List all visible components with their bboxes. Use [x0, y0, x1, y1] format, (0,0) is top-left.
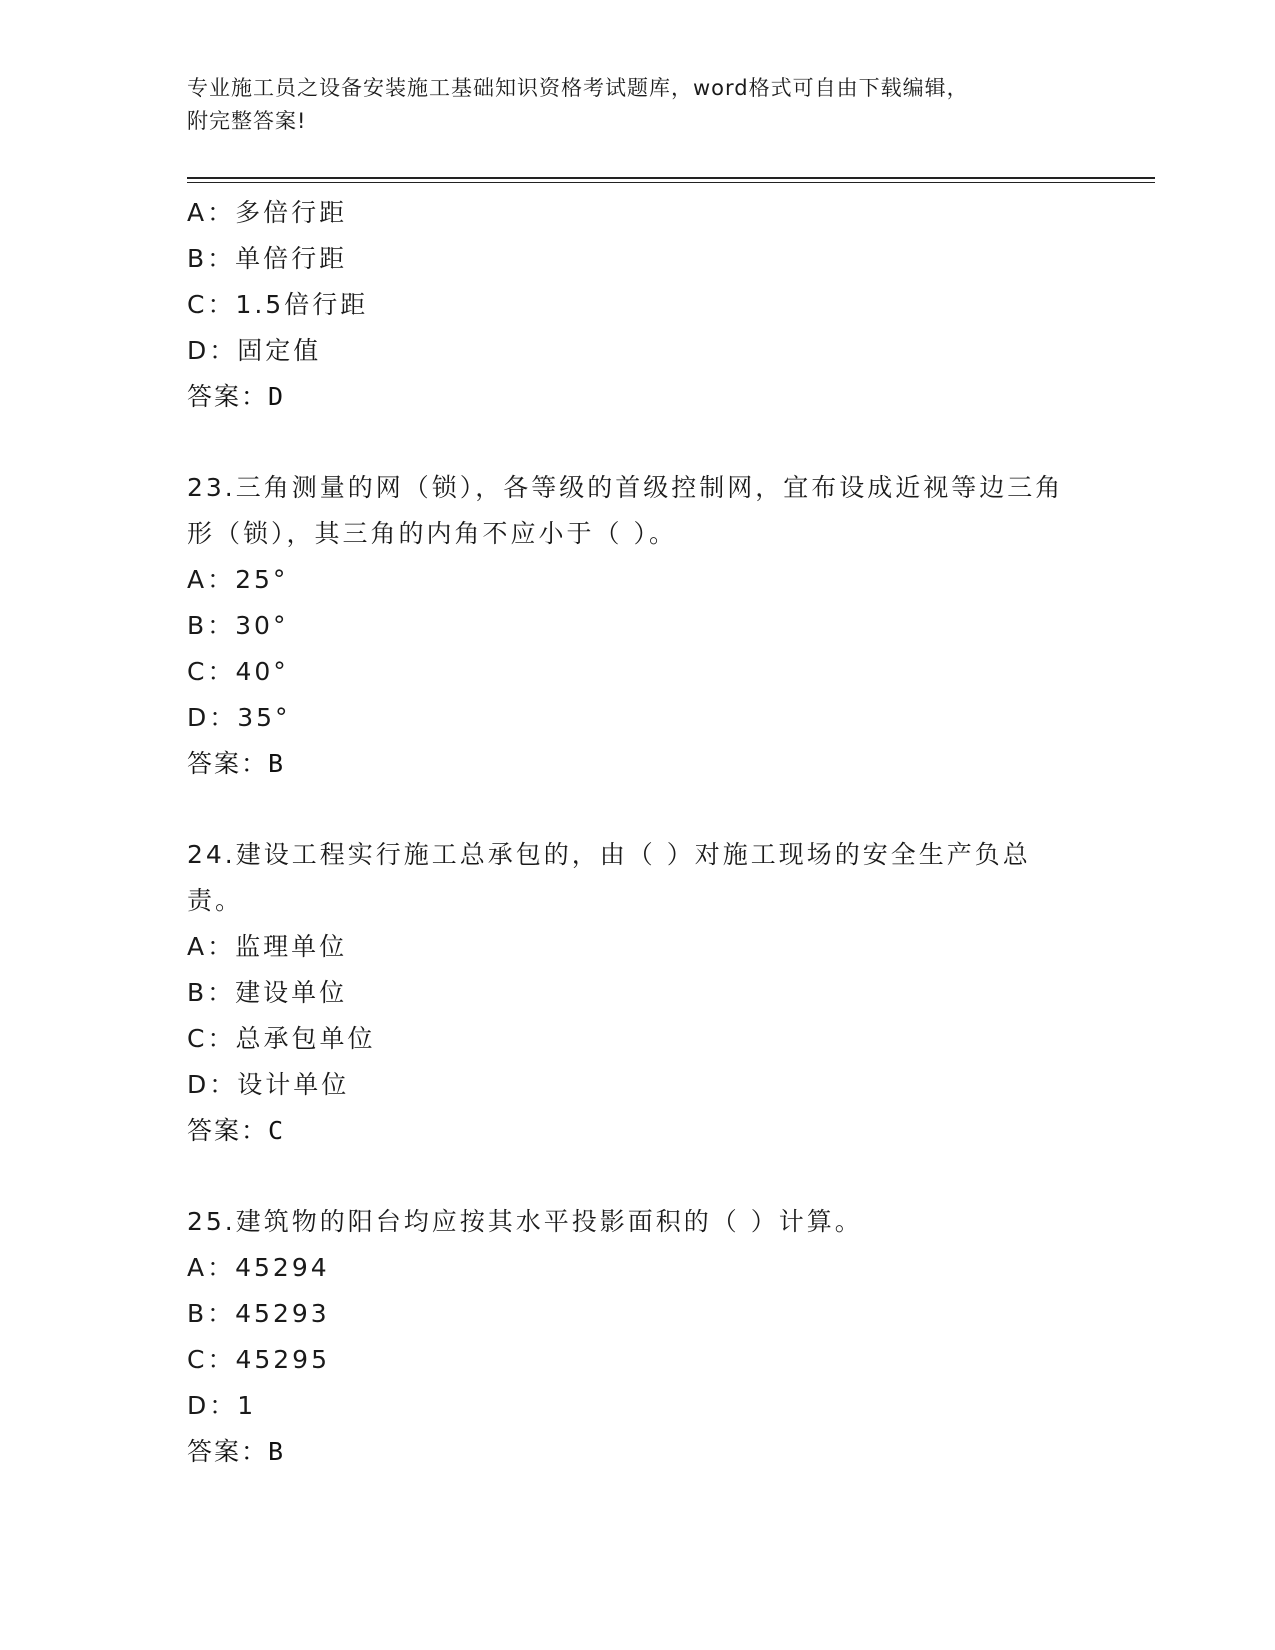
- answer-label: 答案：: [187, 749, 269, 778]
- header-divider-thick: [187, 177, 1155, 179]
- question-text: 24.建设工程实行施工总承包的，由（ ）对施工现场的安全生产负总责。: [187, 840, 1031, 915]
- answer-label: 答案：: [187, 382, 269, 411]
- option-d: D：1: [187, 1391, 257, 1420]
- header-divider-thin: [187, 182, 1155, 183]
- option-b: B：单倍行距: [187, 244, 348, 273]
- option-a: A：监理单位: [187, 932, 348, 961]
- answer-label: 答案：: [187, 1116, 269, 1145]
- document-header: [187, 72, 1087, 138]
- answer-value: B: [268, 1437, 286, 1466]
- option-d: D：固定值: [187, 336, 322, 365]
- option-c: C：1.5倍行距: [187, 290, 369, 319]
- option-b: B：建设单位: [187, 978, 348, 1007]
- answer-line: [187, 1108, 1087, 1154]
- option-d: D：设计单位: [187, 1070, 350, 1099]
- header-line-2: 附完整答案!: [187, 109, 307, 133]
- header-line-1: 专业施工员之设备安装施工基础知识资格考试题库，word格式可自由下载编辑，: [187, 76, 969, 100]
- option-c: C：45295: [187, 1345, 330, 1374]
- question-25: [187, 1199, 1087, 1475]
- answer-label: 答案：: [187, 1437, 269, 1466]
- question-text: 23.三角测量的网（锁），各等级的首级控制网，宜布设成近视等边三角形（锁），其三角的内角不应小于（ ）。: [187, 473, 1064, 548]
- question-list: [187, 190, 1087, 1475]
- answer-line: [187, 374, 1087, 420]
- option-a: A：45294: [187, 1253, 330, 1282]
- option-c: C：总承包单位: [187, 1024, 376, 1053]
- answer-value: D: [268, 382, 286, 411]
- question-text: 25.建筑物的阳台均应按其水平投影面积的（ ）计算。: [187, 1207, 863, 1236]
- option-b: B：30°: [187, 611, 289, 640]
- answer-value: C: [268, 1116, 286, 1145]
- answer-line: [187, 741, 1087, 787]
- question-22: [187, 190, 1087, 420]
- answer-value: B: [268, 749, 286, 778]
- option-b: B：45293: [187, 1299, 330, 1328]
- option-a: A：多倍行距: [187, 198, 348, 227]
- answer-line: [187, 1429, 1087, 1475]
- question-24: [187, 832, 1087, 1154]
- question-23: [187, 465, 1087, 787]
- option-c: C：40°: [187, 657, 289, 686]
- option-d: D：35°: [187, 703, 291, 732]
- option-a: A：25°: [187, 565, 289, 594]
